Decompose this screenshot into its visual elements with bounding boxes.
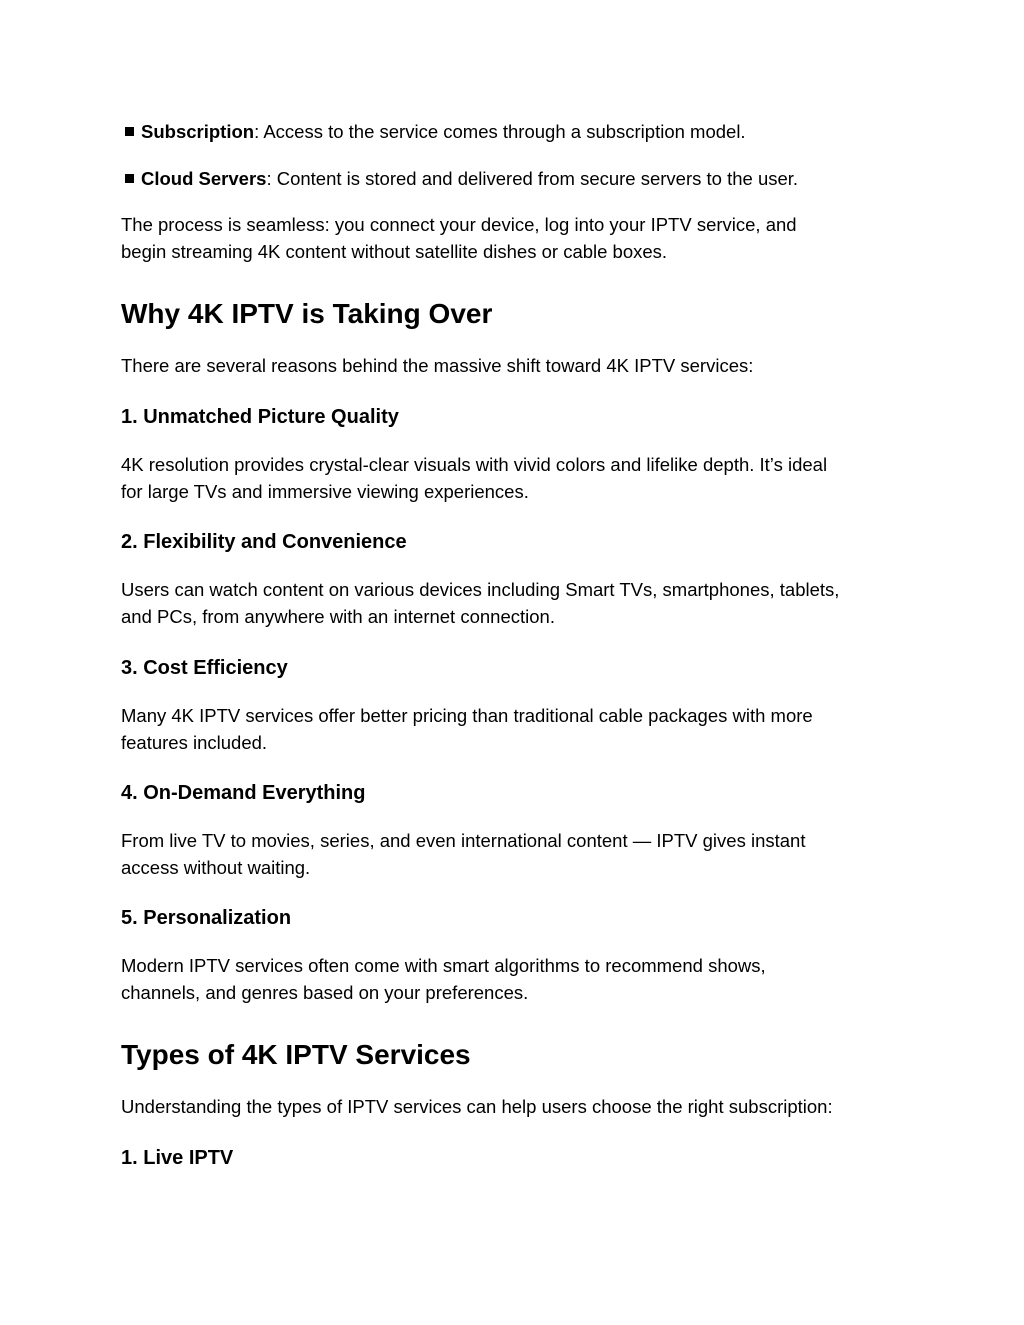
section-heading-why: Why 4K IPTV is Taking Over: [121, 298, 493, 329]
item-body-flexibility: [121, 577, 921, 630]
paragraph-line: 4K resolution provides crystal-clear visuals with vivid colors and lifelike depth. It’s ideal: [121, 454, 828, 475]
item-body-personalization: [121, 953, 921, 1006]
item-title-picture-quality: 1. Unmatched Picture Quality: [121, 406, 399, 428]
paragraph-line: Modern IPTV services often come with smart algorithms to recommend shows,: [121, 955, 766, 976]
item-body-on-demand: [121, 828, 921, 881]
item-body-picture-quality: [121, 452, 921, 505]
item-title-cost-efficiency: 3. Cost Efficiency: [121, 657, 288, 679]
paragraph-line: begin streaming 4K content without satellite dishes or cable boxes.: [121, 240, 668, 262]
square-bullet-icon: [125, 127, 134, 136]
item-title-live-iptv: 1. Live IPTV: [121, 1147, 234, 1169]
paragraph-line: for large TVs and immersive viewing experiences.: [121, 480, 529, 502]
section-heading-types: Types of 4K IPTV Services: [121, 1039, 471, 1070]
item-body-cost-efficiency: [121, 703, 921, 756]
bullet-text: : Access to the service comes through a subscription model.: [254, 121, 746, 142]
paragraph-line: and PCs, from anywhere with an internet connection.: [121, 605, 555, 627]
paragraph-line: From live TV to movies, series, and even international content — IPTV gives instant: [121, 830, 806, 851]
paragraph-line: The process is seamless: you connect your device, log into your IPTV service, and: [121, 214, 797, 235]
section-intro-why: There are several reasons behind the massive shift toward 4K IPTV services:: [121, 355, 754, 376]
bullet-subscription: [121, 119, 746, 145]
bullet-term: Cloud Servers: [141, 168, 267, 189]
paragraph-line: features included.: [121, 731, 268, 753]
paragraph-line: Many 4K IPTV services offer better pricing than traditional cable packages with more: [121, 705, 813, 726]
process-paragraph: [121, 212, 921, 265]
paragraph-line: Users can watch content on various devices including Smart TVs, smartphones, tablets,: [121, 579, 840, 600]
bullet-cloud-servers: [121, 166, 798, 192]
paragraph-line: access without waiting.: [121, 856, 311, 878]
bullet-text: : Content is stored and delivered from secure servers to the user.: [266, 168, 799, 189]
section-intro-types: Understanding the types of IPTV services can help users choose the right subscription:: [121, 1096, 833, 1117]
paragraph-line: channels, and genres based on your preferences.: [121, 981, 529, 1003]
item-title-on-demand: 4. On-Demand Everything: [121, 782, 366, 804]
bullet-term: Subscription: [141, 121, 255, 142]
square-bullet-icon: [125, 174, 134, 183]
item-title-flexibility: 2. Flexibility and Convenience: [121, 531, 407, 553]
item-title-personalization: 5. Personalization: [121, 907, 292, 929]
